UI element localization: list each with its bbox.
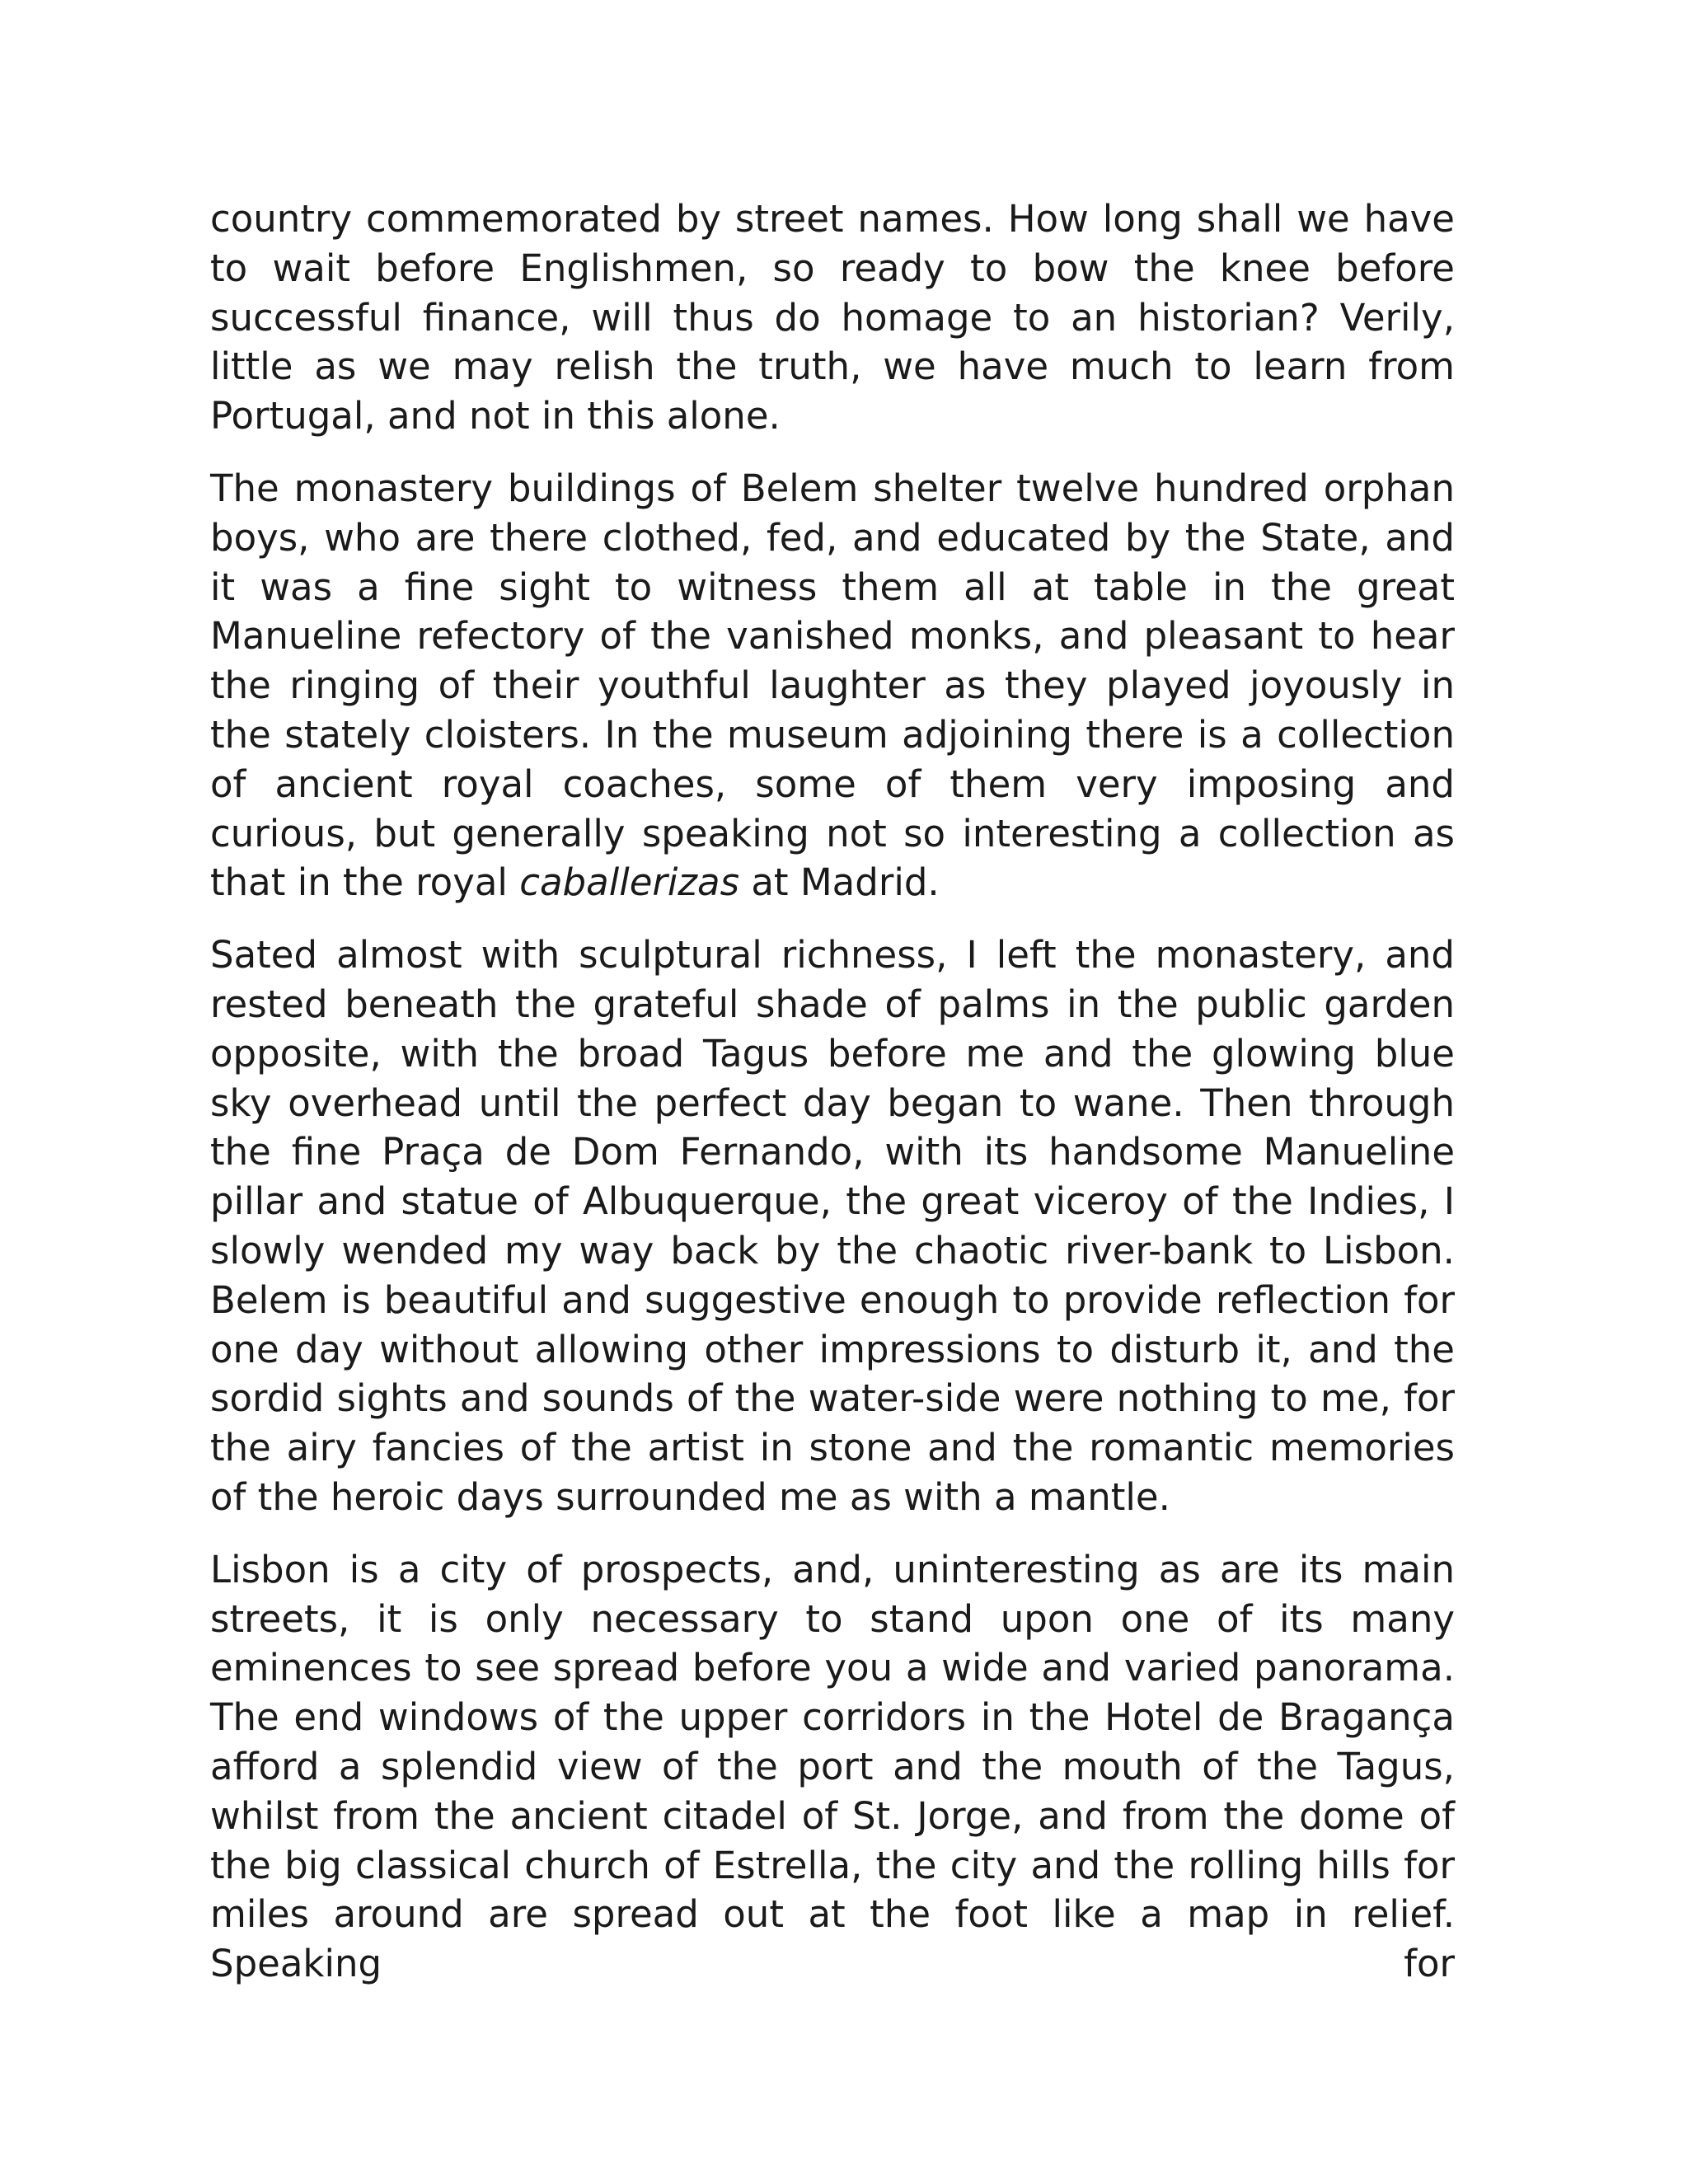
paragraph-2-italic-term: caballerizas — [519, 860, 740, 905]
paragraph-4 — [210, 1545, 1455, 1989]
paragraph-2-text: The monastery buildings of Belem shelter twelve hundred orphan boys, who are there clothed, fed, and educated by the State, and it was a fine sight to witness them all at table in the great Manueline refectory of the vanished monks, and pleasant to hear the ringing of their youthful laughter as they played joyously in the stately cloisters. In the museum adjoining there is a collection of ancient royal coaches, some of them very imposing and curious, but generally speaking not so interesting a collection as that in the royal — [210, 466, 1455, 905]
paragraph-2 — [210, 464, 1455, 907]
paragraph-3-text: Sated almost with sculptural richness, I left the monastery, and rested beneath the grateful shade of palms in the public garden opposite, with the broad Tagus before me and the glowing blue sky overhead until the perfect day began to wane. Then through the fine Praça de Dom Fernando, with its handsome Manueline pillar and statue of Albuquerque, the great viceroy of the Indies, I slowly wended my way back by the chaotic river-bank to Lisbon. Belem is beautiful and suggestive enough to provide reflection for one day without allowing other impressions to disturb it, and the sordid sights and sounds of the water-side were nothing to me, for the airy fancies of the artist in stone and the romantic memories of the heroic days surrounded me as with a mantle. — [210, 933, 1455, 1519]
paragraph-3 — [210, 930, 1455, 1522]
page-body — [210, 194, 1455, 2012]
paragraph-1-text: country commemorated by street names. How long shall we have to wait before Englishmen, so ready to bow the knee before successful finance, will thus do homage to an historian? Verily, little as we may relish the truth, we have much to learn from Portugal, and not in this alone. — [210, 197, 1455, 438]
paragraph-4-text: Lisbon is a city of prospects, and, uninteresting as are its main streets, it is only necessary to stand upon one of its many eminences to see spread before you a wide and varied panorama. The end windows of the upper corridors in the Hotel de Bragança afford a splendid view of the port and the mouth of the Tagus, whilst from the ancient citadel of St. Jorge, and from the dome of the big classical church of Estrella, the city and the rolling hills for miles around are spread out at the foot like a map in relief. Speaking for — [210, 1547, 1455, 1986]
paragraph-2-tail: at Madrid. — [739, 860, 940, 905]
paragraph-1 — [210, 194, 1455, 441]
